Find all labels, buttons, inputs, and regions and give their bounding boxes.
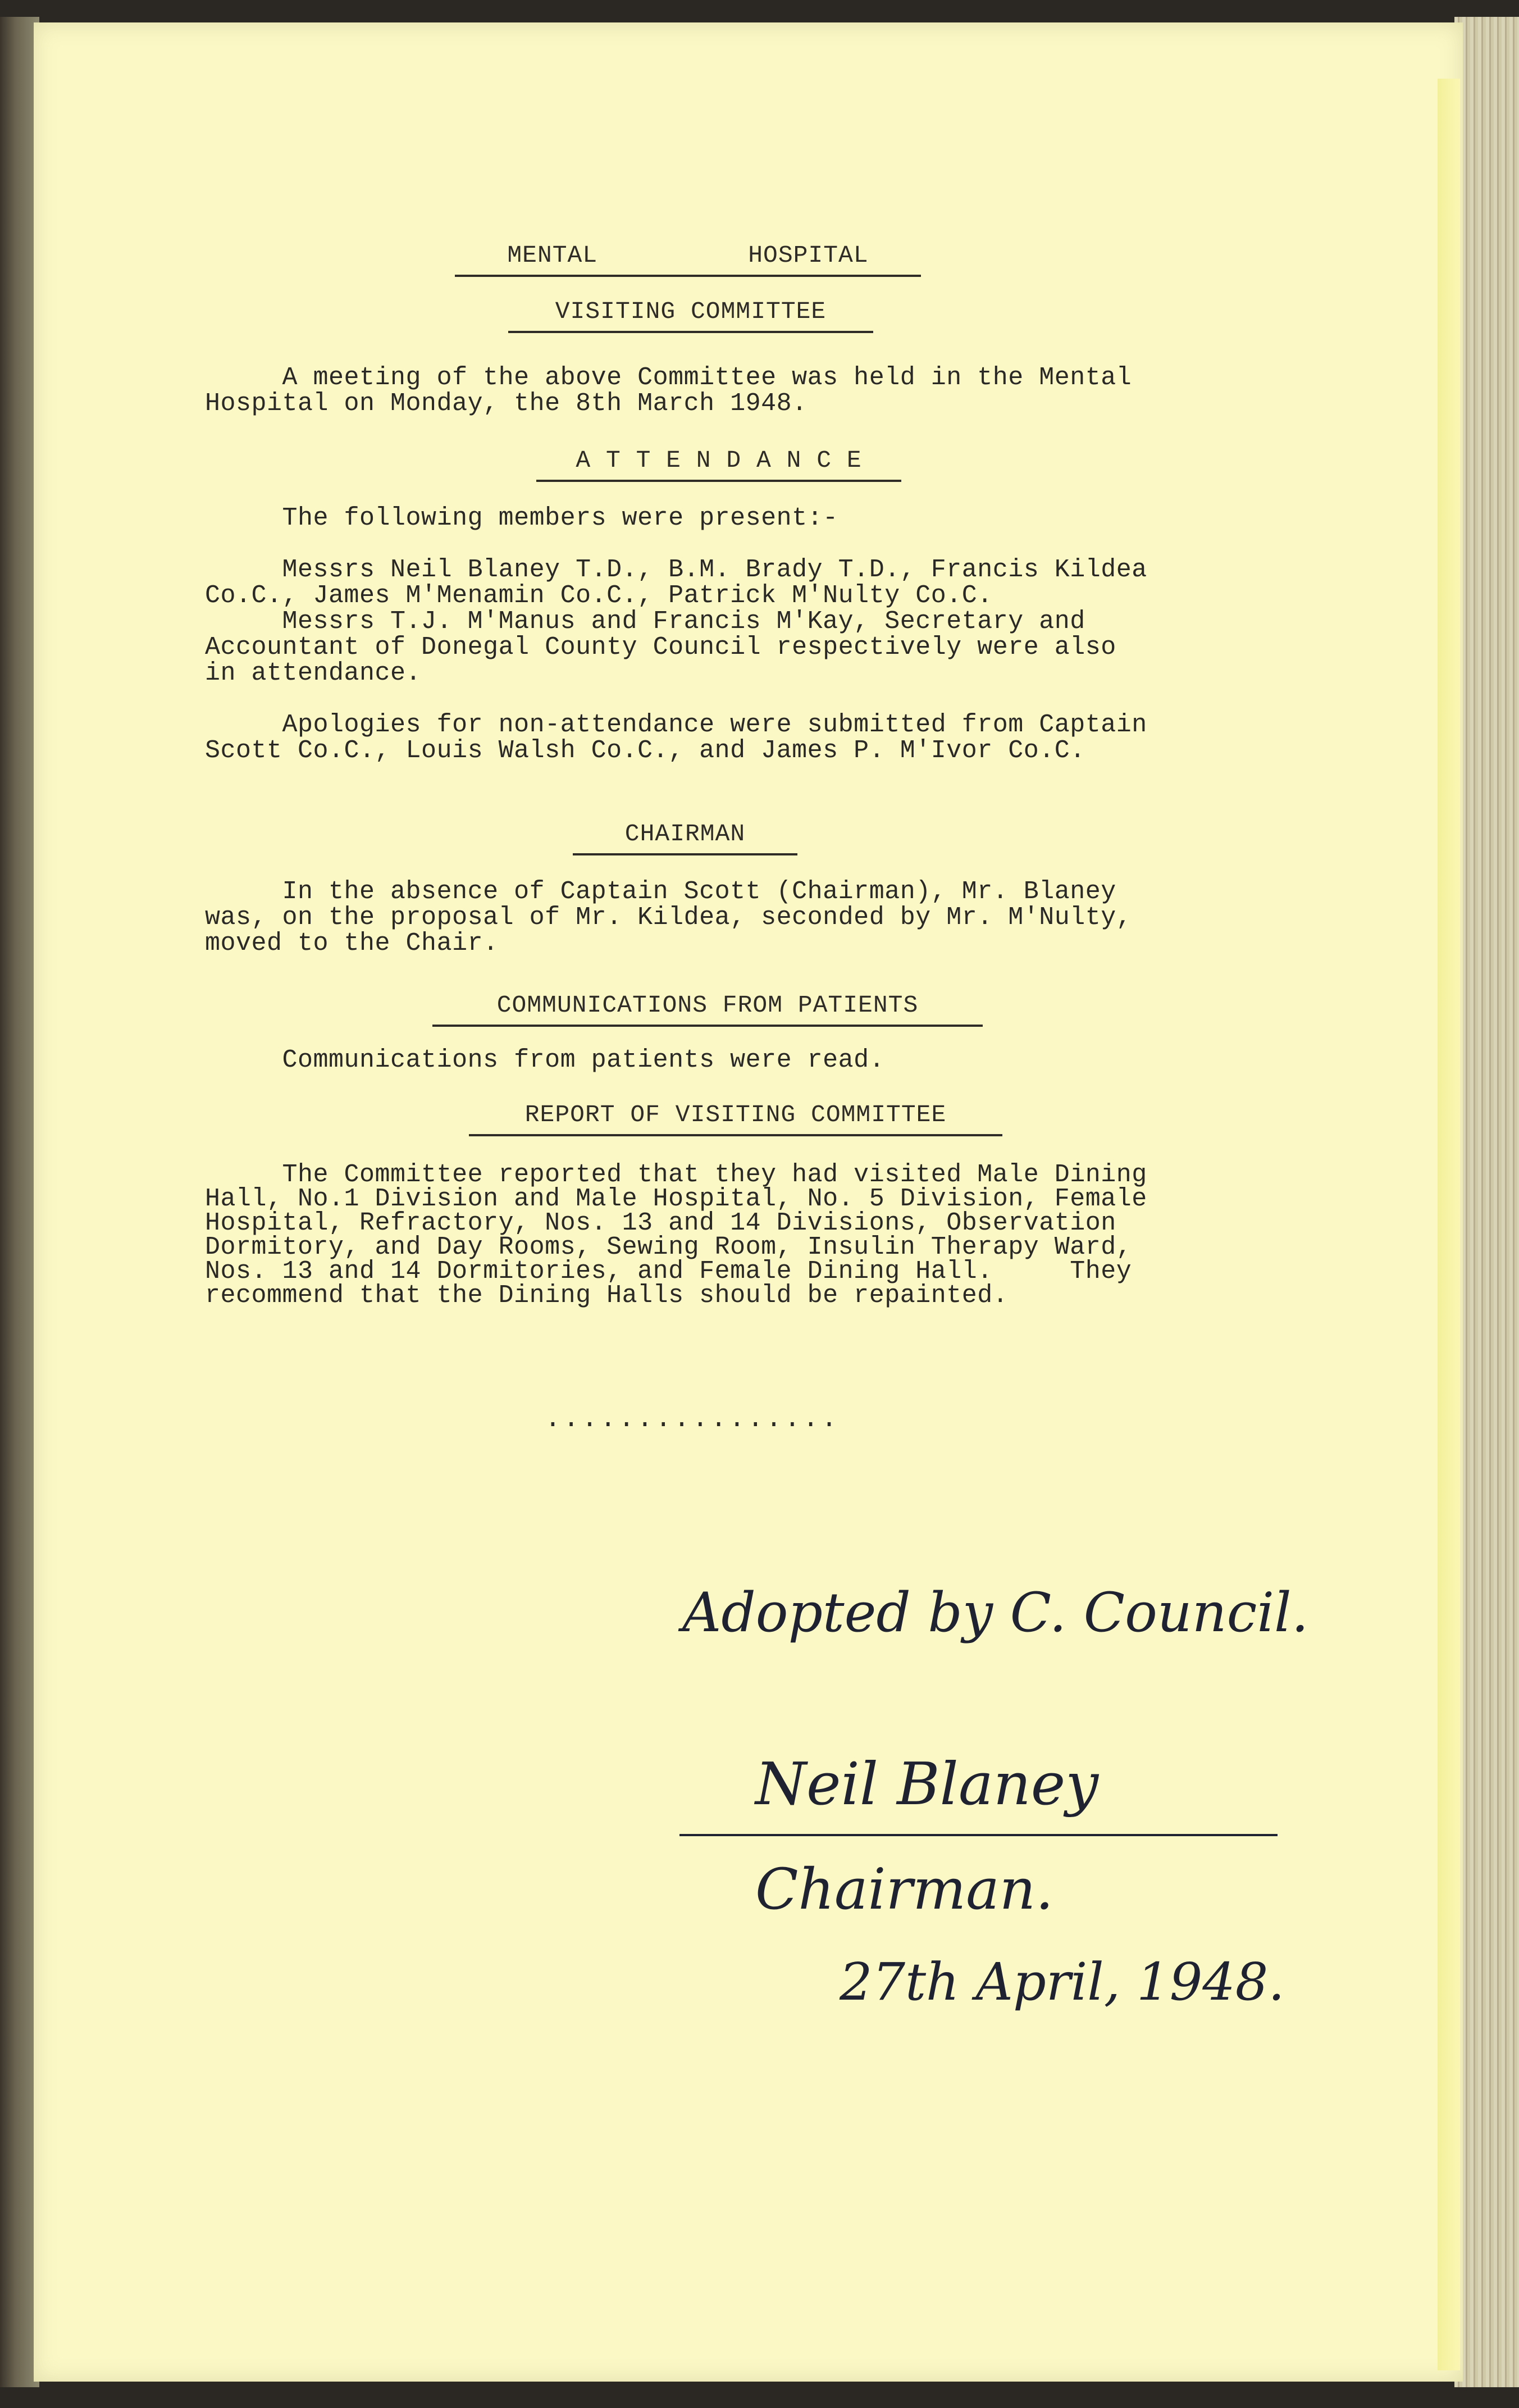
handwritten-adopted-note: Adopted by C. Council.	[682, 1581, 1309, 1644]
title-mental-hospital: MENTAL HOSPITAL	[455, 242, 921, 277]
communications-paragraph: Communications from patients were read.	[205, 1046, 885, 1075]
handwritten-date: 27th April, 1948.	[840, 1952, 1285, 2012]
communications-heading: COMMUNICATIONS FROM PATIENTS	[432, 991, 983, 1027]
attendance-heading: A T T E N D A N C E	[536, 447, 901, 482]
page-fold-shadow	[1438, 79, 1460, 2370]
separator-dots: ................	[545, 1404, 840, 1435]
chairman-paragraph: In the absence of Captain Scott (Chairman), Mr. Blaney was, on the proposal of Mr. Kildea, seconded by Mr. M'Nulty, moved to the Chair.	[205, 877, 1132, 958]
report-heading: REPORT OF VISITING COMMITTEE	[469, 1101, 1002, 1136]
report-paragraph: The Committee reported that they had visited Male Dining Hall, No.1 Division and Male Hospital, No. 5 Division, Female Hospital, Refractory, Nos. 13 and 14 Divisions, Observation Dormitory, and Day Rooms, Sewing Room, Insulin Therapy Ward, Nos. 13 and 14 Dormitories, and Female Dining Hall. They recommend that the Dining Halls should be repainted.	[205, 1160, 1147, 1310]
page-edges	[1454, 17, 1519, 2387]
handwritten-chairman-title: Chairman.	[755, 1856, 1053, 1922]
title-visiting-committee: VISITING COMMITTEE	[508, 298, 873, 333]
handwritten-signature: Neil Blaney	[755, 1750, 1099, 1818]
signature-line	[679, 1834, 1278, 1836]
chairman-heading: CHAIRMAN	[573, 820, 797, 855]
attendance-paragraph: The following members were present:- Messrs Neil Blaney T.D., B.M. Brady T.D., Francis Kildea Co.C., James M'Menamin Co.C., Patrick M'Nulty Co.C. Messrs T.J. M'Manus and Francis M'Kay, Secretary and Accountant of Donegal County Council respectively were also in attendance. Apologies for non-attendance were submitted from Captain Scott Co.C., Louis Walsh Co.C., and James P. M'Ivor Co.C.	[205, 504, 1147, 765]
intro-paragraph: A meeting of the above Committee was held in the Mental Hospital on Monday, the 8th March 1948.	[205, 363, 1132, 418]
